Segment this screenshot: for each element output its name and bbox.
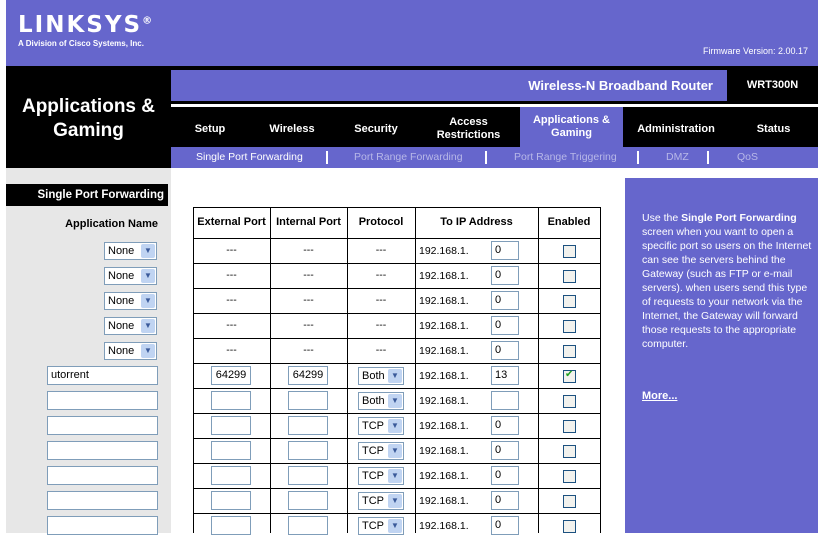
external-port-input[interactable]: [211, 441, 251, 460]
protocol-select[interactable]: [358, 367, 404, 385]
internal-port-value: ---: [303, 294, 314, 306]
chevron-down-icon[interactable]: ▼: [388, 369, 402, 383]
subnav-separator: [485, 151, 487, 164]
ip-prefix: 192.168.1.: [419, 345, 469, 357]
subnav-separator: [707, 151, 709, 164]
enabled-checkbox[interactable]: [563, 445, 576, 458]
table-header: Enabled: [547, 216, 591, 228]
table-header: Protocol: [358, 216, 404, 228]
subnav-separator: [637, 151, 639, 164]
internal-port-input[interactable]: [288, 441, 328, 460]
tab-applications-gaming[interactable]: Applications & Gaming: [520, 107, 623, 147]
help-text: Use the Single Port Forwarding screen when you want to open a specific port so users on the Internet can see the servers behind the Gateway (such as FTP or e-mail servers). when users send this type of requests to your network via the Internet, the Gateway will forward those requests to the appropriate computer.: [642, 212, 812, 350]
ip-last-octet-input[interactable]: 0: [491, 441, 519, 460]
table-border: [538, 207, 539, 533]
subtab-qos[interactable]: QoS: [737, 151, 759, 163]
model-number: WRT300N: [727, 70, 818, 101]
chevron-down-icon[interactable]: ▼: [388, 519, 402, 533]
enabled-checkbox[interactable]: [563, 495, 576, 508]
ip-prefix: 192.168.1.: [419, 295, 469, 307]
subnav-separator: [326, 151, 328, 164]
ip-prefix: 192.168.1.: [419, 370, 469, 382]
external-port-value: ---: [226, 319, 237, 331]
ip-last-octet-input[interactable]: 0: [491, 466, 519, 485]
enabled-checkbox[interactable]: [563, 520, 576, 533]
internal-port-input[interactable]: [288, 516, 328, 535]
application-select[interactable]: [104, 317, 157, 335]
ip-last-octet-input[interactable]: 13: [491, 366, 519, 385]
more-link[interactable]: More...: [642, 390, 678, 402]
protocol-select[interactable]: [358, 442, 404, 460]
enabled-checkbox[interactable]: [563, 345, 576, 358]
application-name-input[interactable]: [47, 491, 158, 510]
ip-last-octet-input[interactable]: 0: [491, 241, 519, 260]
internal-port-input[interactable]: [288, 466, 328, 485]
application-select[interactable]: [104, 242, 157, 260]
nav-divider: [171, 104, 818, 107]
chevron-down-icon[interactable]: ▼: [388, 494, 402, 508]
application-select[interactable]: [104, 292, 157, 310]
external-port-input[interactable]: [211, 491, 251, 510]
protocol-value: ---: [375, 344, 387, 356]
header-bar: [6, 0, 818, 66]
internal-port-input[interactable]: [288, 416, 328, 435]
external-port-value: ---: [226, 269, 237, 281]
chevron-down-icon[interactable]: ▼: [388, 469, 402, 483]
enabled-checkbox[interactable]: [563, 395, 576, 408]
tab-setup[interactable]: Setup: [194, 122, 226, 135]
internal-port-value: ---: [303, 244, 314, 256]
table-header: Internal Port: [276, 216, 341, 228]
ip-last-octet-input[interactable]: 0: [491, 491, 519, 510]
sidebar-title: Single Port Forwarding: [6, 184, 168, 206]
ip-last-octet-input[interactable]: 0: [491, 416, 519, 435]
application-name-input[interactable]: [47, 441, 158, 460]
chevron-down-icon[interactable]: ▼: [141, 294, 155, 308]
chevron-down-icon[interactable]: ▼: [388, 444, 402, 458]
subtab-dmz[interactable]: DMZ: [666, 151, 689, 163]
chevron-down-icon[interactable]: ▼: [141, 244, 155, 258]
internal-port-input[interactable]: [288, 491, 328, 510]
ip-prefix: 192.168.1.: [419, 245, 469, 257]
table-header: External Port: [197, 216, 266, 228]
select-value: TCP: [362, 445, 384, 457]
select-value: None: [108, 320, 135, 332]
table-header: To IP Address: [440, 216, 513, 228]
logo-tagline: A Division of Cisco Systems, Inc.: [18, 39, 144, 48]
ip-prefix: 192.168.1.: [419, 495, 469, 507]
ip-prefix: 192.168.1.: [419, 395, 469, 407]
external-port-value: ---: [226, 344, 237, 356]
table-border: [600, 207, 601, 533]
enabled-checkbox[interactable]: [563, 470, 576, 483]
subnav-bar: [171, 147, 818, 168]
enabled-checkbox[interactable]: [563, 295, 576, 308]
subtab-port-range-triggering[interactable]: Port Range Triggering: [514, 151, 617, 163]
ip-last-octet-input[interactable]: 0: [491, 266, 519, 285]
application-name-input[interactable]: [47, 391, 158, 410]
protocol-value: ---: [375, 244, 387, 256]
protocol-select[interactable]: [358, 392, 404, 410]
tab-administration[interactable]: Administration: [637, 122, 715, 135]
subtab-port-range-forwarding[interactable]: Port Range Forwarding: [354, 151, 463, 163]
table-border: [415, 207, 416, 533]
select-value: None: [108, 345, 135, 357]
product-name: Wireless-N Broadband Router: [171, 70, 727, 101]
application-select[interactable]: [104, 267, 157, 285]
enabled-checkbox[interactable]: [563, 320, 576, 333]
tab-access-restrictions[interactable]: Access Restrictions: [436, 116, 501, 141]
ip-last-octet-input[interactable]: 0: [491, 516, 519, 535]
external-port-value: ---: [226, 294, 237, 306]
external-port-value: ---: [226, 244, 237, 256]
internal-port-value: ---: [303, 269, 314, 281]
select-value: TCP: [362, 420, 384, 432]
protocol-value: ---: [375, 294, 387, 306]
external-port-input[interactable]: [211, 416, 251, 435]
enabled-checkbox[interactable]: [563, 270, 576, 283]
subtab-single-port-forwarding[interactable]: Single Port Forwarding: [196, 151, 303, 163]
chevron-down-icon[interactable]: ▼: [388, 394, 402, 408]
internal-port-value: ---: [303, 344, 314, 356]
ip-last-octet-input[interactable]: 0: [491, 316, 519, 335]
external-port-input[interactable]: [211, 391, 251, 410]
firmware-version: Firmware Version: 2.00.17: [702, 46, 808, 56]
application-name-input[interactable]: utorrent: [47, 366, 158, 385]
application-name-input[interactable]: [47, 466, 158, 485]
select-value: Both: [362, 370, 385, 382]
tab-status[interactable]: Status: [756, 122, 791, 135]
application-name-label: Application Name: [65, 218, 158, 230]
application-name-input[interactable]: [47, 516, 158, 535]
ip-prefix: 192.168.1.: [419, 520, 469, 532]
application-select[interactable]: [104, 342, 157, 360]
linksys-logo: LINKSYS®: [18, 12, 153, 38]
chevron-down-icon[interactable]: ▼: [141, 344, 155, 358]
protocol-value: ---: [375, 269, 387, 281]
ip-prefix: 192.168.1.: [419, 270, 469, 282]
ip-last-octet-input[interactable]: 0: [491, 291, 519, 310]
ip-prefix: 192.168.1.: [419, 470, 469, 482]
select-value: TCP: [362, 520, 384, 532]
enabled-checkbox[interactable]: [563, 420, 576, 433]
external-port-input[interactable]: [211, 516, 251, 535]
select-value: None: [108, 245, 135, 257]
external-port-input[interactable]: 64299: [211, 366, 251, 385]
protocol-select[interactable]: [358, 492, 404, 510]
ip-last-octet-input[interactable]: [491, 391, 519, 410]
chevron-down-icon[interactable]: ▼: [141, 319, 155, 333]
protocol-value: ---: [375, 319, 387, 331]
external-port-input[interactable]: [211, 466, 251, 485]
internal-port-input[interactable]: [288, 391, 328, 410]
select-value: None: [108, 270, 135, 282]
tab-security[interactable]: Security: [354, 122, 398, 135]
tab-wireless[interactable]: Wireless: [269, 122, 315, 135]
enabled-checkbox[interactable]: [563, 370, 576, 383]
chevron-down-icon[interactable]: ▼: [141, 269, 155, 283]
ip-prefix: 192.168.1.: [419, 445, 469, 457]
protocol-select[interactable]: [358, 467, 404, 485]
chevron-down-icon[interactable]: ▼: [388, 419, 402, 433]
select-value: None: [108, 295, 135, 307]
select-value: Both: [362, 395, 385, 407]
protocol-select[interactable]: [358, 517, 404, 535]
ip-last-octet-input[interactable]: 0: [491, 341, 519, 360]
section-title: Applications & Gaming: [21, 96, 155, 141]
internal-port-input[interactable]: 64299: [288, 366, 328, 385]
ip-prefix: 192.168.1.: [419, 420, 469, 432]
select-value: TCP: [362, 470, 384, 482]
internal-port-value: ---: [303, 319, 314, 331]
ip-prefix: 192.168.1.: [419, 320, 469, 332]
application-name-input[interactable]: [47, 416, 158, 435]
select-value: TCP: [362, 495, 384, 507]
enabled-checkbox[interactable]: [563, 245, 576, 258]
protocol-select[interactable]: [358, 417, 404, 435]
